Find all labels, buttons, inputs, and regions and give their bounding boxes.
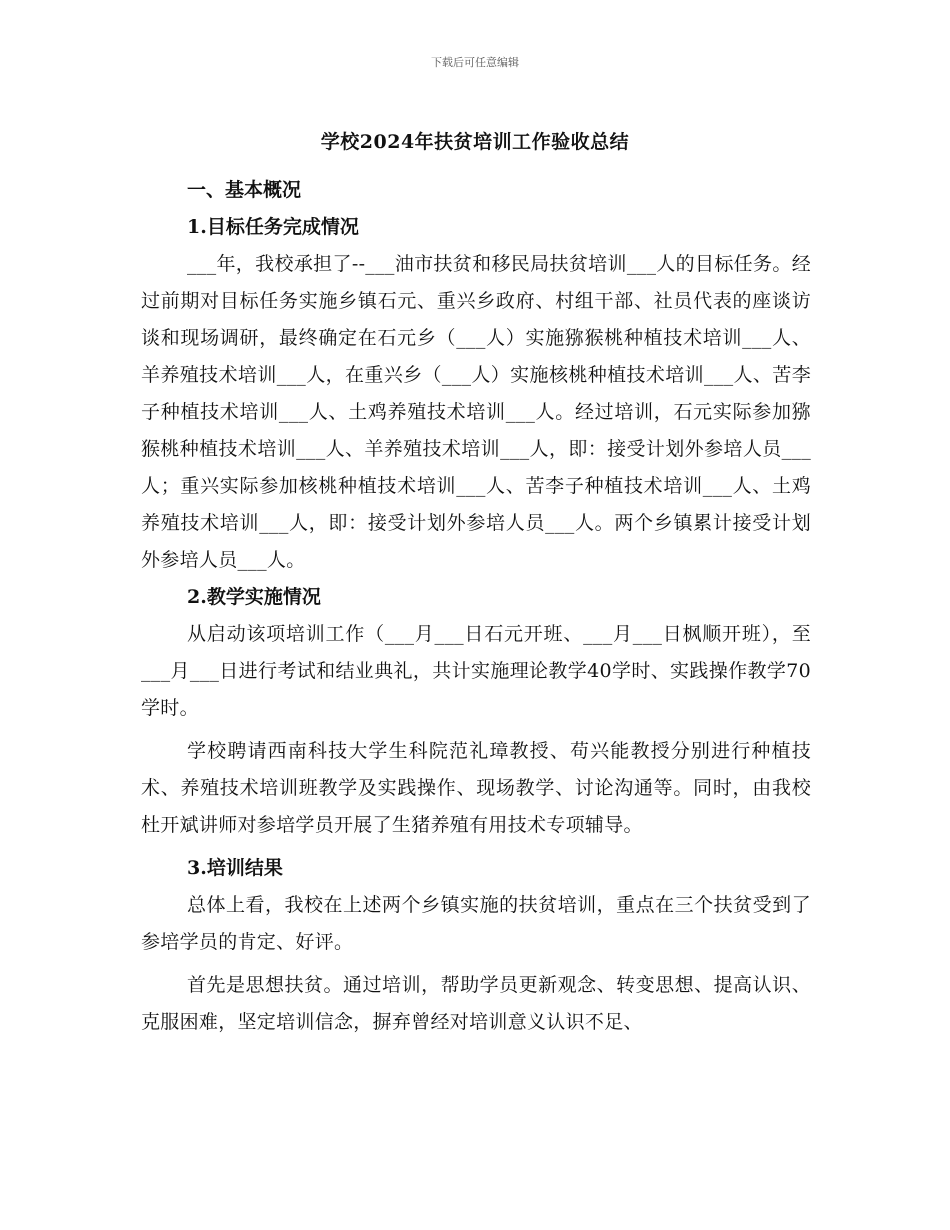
document-body — [141, 172, 811, 1041]
section-heading: 3.培训结果 — [187, 857, 283, 879]
section-heading: 1.目标任务完成情况 — [187, 216, 359, 238]
header-note: 下载后可任意编辑 — [431, 56, 519, 69]
paragraph: 总体上看，我校在上述两个乡镇实施的扶贫培训，重点在三个扶贫受到了参培学员的肯定、好评。 — [141, 894, 811, 953]
paragraph: ___年，我校承担了--___油市扶贫和移民局扶贫培训___人的目标任务。经过前期对目标任务实施乡镇石元、重兴乡政府、村组干部、社员代表的座谈访谈和现场调研，最终确定在石元乡（___人）实施猕猴桃种植技术培训___人、羊养殖技术培训___人，在重兴乡（___人）实施核桃种植技术培训___人、苦李子种植技术培训___人、土鸡养殖技术培训___人。经过培训，石元实际参加猕猴桃种植技术培训___人、羊养殖技术培训___人，即：接受计划外参培人员___人；重兴实际参加核桃种植技术培训___人、苦李子种植技术培训___人、土鸡养殖技术培训___人，即：接受计划外参培人员___人。两个乡镇累计接受计划外参培人员___人。 — [141, 253, 811, 571]
document-title: 学校2024年扶贫培训工作验收总结 — [320, 131, 630, 153]
paragraph: 从启动该项培训工作（___月___日石元开班、___月___日枫顺开班），至___月___日进行考试和结业典礼，共计实施理论教学40学时、实践操作教学70学时。 — [141, 623, 811, 719]
section-heading: 一、基本概况 — [187, 179, 302, 201]
section-heading: 2.教学实施情况 — [187, 586, 321, 608]
paragraph: 首先是思想扶贫。通过培训，帮助学员更新观念、转变思想、提高认识、克服困难，坚定培训信念，摒弃曾经对培训意义认识不足、 — [141, 974, 811, 1033]
paragraph: 学校聘请西南科技大学生科院范礼璋教授、苟兴能教授分别进行种植技术、养殖技术培训班教学及实践操作、现场教学、讨论沟通等。同时，由我校杜开斌讲师对参培学员开展了生猪养殖有用技术专项辅导。 — [141, 740, 811, 836]
